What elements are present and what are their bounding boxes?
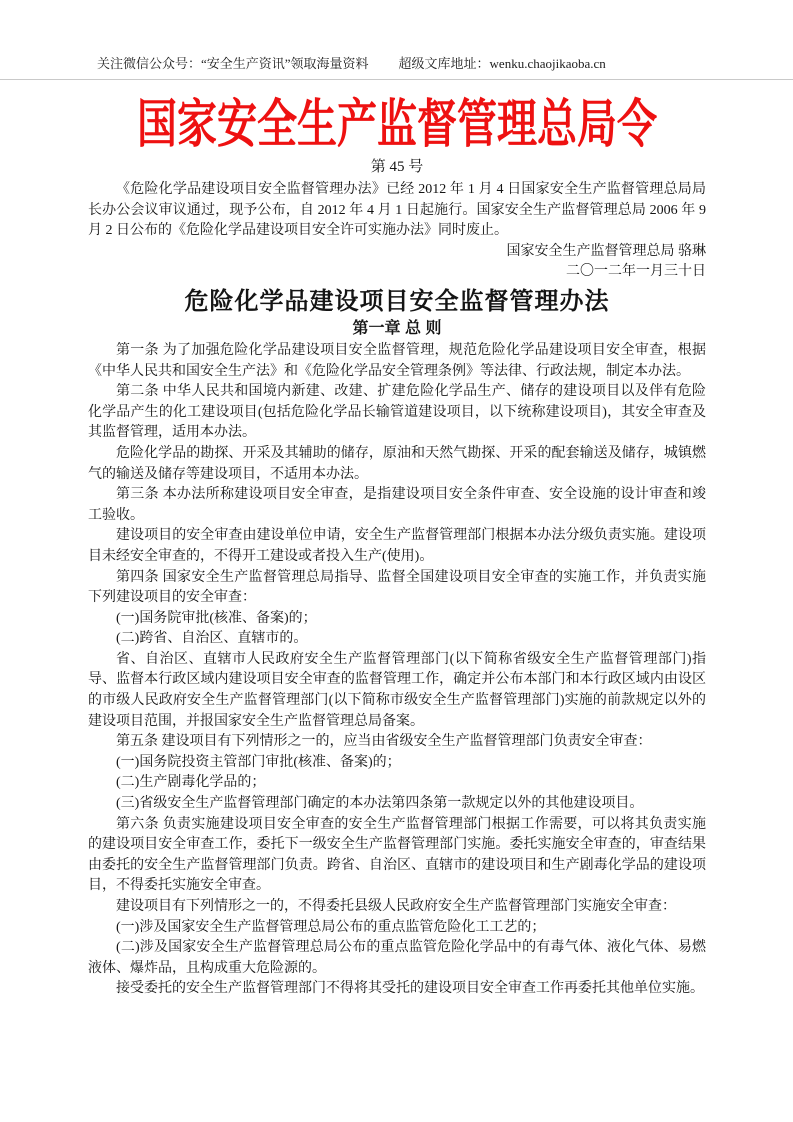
body-paragraph: (二)跨省、自治区、直辖市的。 <box>116 631 308 647</box>
body-paragraph: 建设项目的安全审查由建设单位申请，安全生产监督管理部门根据本办法分级负责实施。建设项目未经安全审查的，不得开工建设或者投入生产(使用)。 <box>88 528 706 564</box>
body-paragraph: 第三条 本办法所称建设项目安全审查，是指建设项目安全条件审查、安全设施的设计审查和竣工验收。 <box>88 487 706 523</box>
decree-date: 二〇一二年一月三十日 <box>566 264 706 280</box>
document-content <box>88 84 706 1000</box>
watermark-header-left: 关注微信公众号：“安全生产资讯”领取海量资料 <box>97 56 369 71</box>
body-paragraph: (二)生产剧毒化学品的； <box>116 775 266 791</box>
body-paragraph: 建设项目有下列情形之一的，不得委托县级人民政府安全生产监督管理部门实施安全审查： <box>116 899 676 914</box>
body-paragraph: 接受委托的安全生产监督管理部门不得将其受托的建设项目安全审查工作再委托其他单位实施。 <box>116 981 704 997</box>
body-paragraph: (二)涉及国家安全生产监督管理总局公布的重点监管危险化学品中的有毒气体、液化气体、易燃液体、爆炸品，且构成重大危险源的。 <box>88 940 706 976</box>
body-paragraph: 第一条 为了加强危险化学品建设项目安全监督管理，规范危险化学品建设项目安全审查，根据《中华人民共和国安全生产法》和《危险化学品安全管理条例》等法律、行政法规，制定本办法。 <box>88 342 706 379</box>
body-paragraph: (一)涉及国家安全生产监督管理总局公布的重点监管危险化工工艺的； <box>116 919 546 935</box>
body-paragraph: 第六条 负责实施建设项目安全审查的安全生产监督管理部门根据工作需要，可以将其负责实施的建设项目安全审查工作，委托下一级安全生产监督管理部门实施。委托实施安全审查的，审查结果由委托的安全生产监督管理部门负责。跨省、自治区、直辖市的建设项目和生产剧毒化学品的建设项目，不得委托实施安全审查。 <box>88 816 706 894</box>
decree-signer: 国家安全生产监督管理总局 骆琳 <box>506 243 706 259</box>
body-paragraph: 危险化学品的勘探、开采及其辅助的储存，原油和天然气勘探、开采的配套输送及储存，城镇燃气的输送及储存等建设项目，不适用本办法。 <box>88 445 706 482</box>
watermark-header <box>97 56 606 72</box>
body-paragraph: (一)国务院投资主管部门审批(核准、备案)的； <box>116 754 401 770</box>
body-paragraph: 第四条 国家安全生产监督管理总局指导、监督全国建设项目安全审查的实施工作，并负责实施下列建设项目的安全审查： <box>88 569 706 606</box>
body-paragraph: 第二条 中华人民共和国境内新建、改建、扩建危险化学品生产、储存的建设项目以及伴有危险化学品产生的化工建设项目(包括危险化学品长输管道建设项目，以下统称建设项目)，其安全审查及其监督管理，适用本办法。 <box>88 384 706 441</box>
decree-number: 第 45 号 <box>370 159 424 175</box>
regulation-title: 危险化学品建设项目安全监督管理办法 <box>184 287 610 315</box>
decree-title: 国家安全生产监督管理总局令 <box>137 95 657 154</box>
watermark-header-right: 超级文库地址：wenku.chaojikaoba.cn <box>398 56 606 71</box>
regulation-body <box>88 341 706 1000</box>
chapter-heading: 第一章 总 则 <box>352 319 442 337</box>
body-paragraph: (一)国务院审批(核准、备案)的； <box>116 610 317 626</box>
body-paragraph: (三)省级安全生产监督管理部门确定的本办法第四条第一款规定以外的其他建设项目。 <box>116 796 644 812</box>
body-paragraph: 第五条 建设项目有下列情形之一的，应当由省级安全生产监督管理部门负责安全审查： <box>116 734 652 750</box>
header-divider-rule <box>0 79 793 80</box>
body-paragraph: 省、自治区、直辖市人民政府安全生产监督管理部门(以下简称省级安全生产监督管理部门)指导、监督本行政区域内建设项目安全审查的监督管理工作，确定并公布本部门和本行政区域内由设区的市级人民政府安全生产监督管理部门(以下简称市级安全生产监督管理部门)实施的前款规定以外的建设项目范围，并报国家安全生产监督管理总局备案。 <box>88 651 706 729</box>
decree-announcement-paragraph: 《危险化学品建设项目安全监督管理办法》已经 2012 年 1 月 4 日国家安全生产监督管理总局局长办公会议审议通过，现予公布，自 2012 年 4 月 1 日起施行。国家安全生产监督管理总局 2006 年 9 月 2 日公布的《危险化学品建设项目安全许可实施办法》同时废止。 <box>88 182 706 239</box>
